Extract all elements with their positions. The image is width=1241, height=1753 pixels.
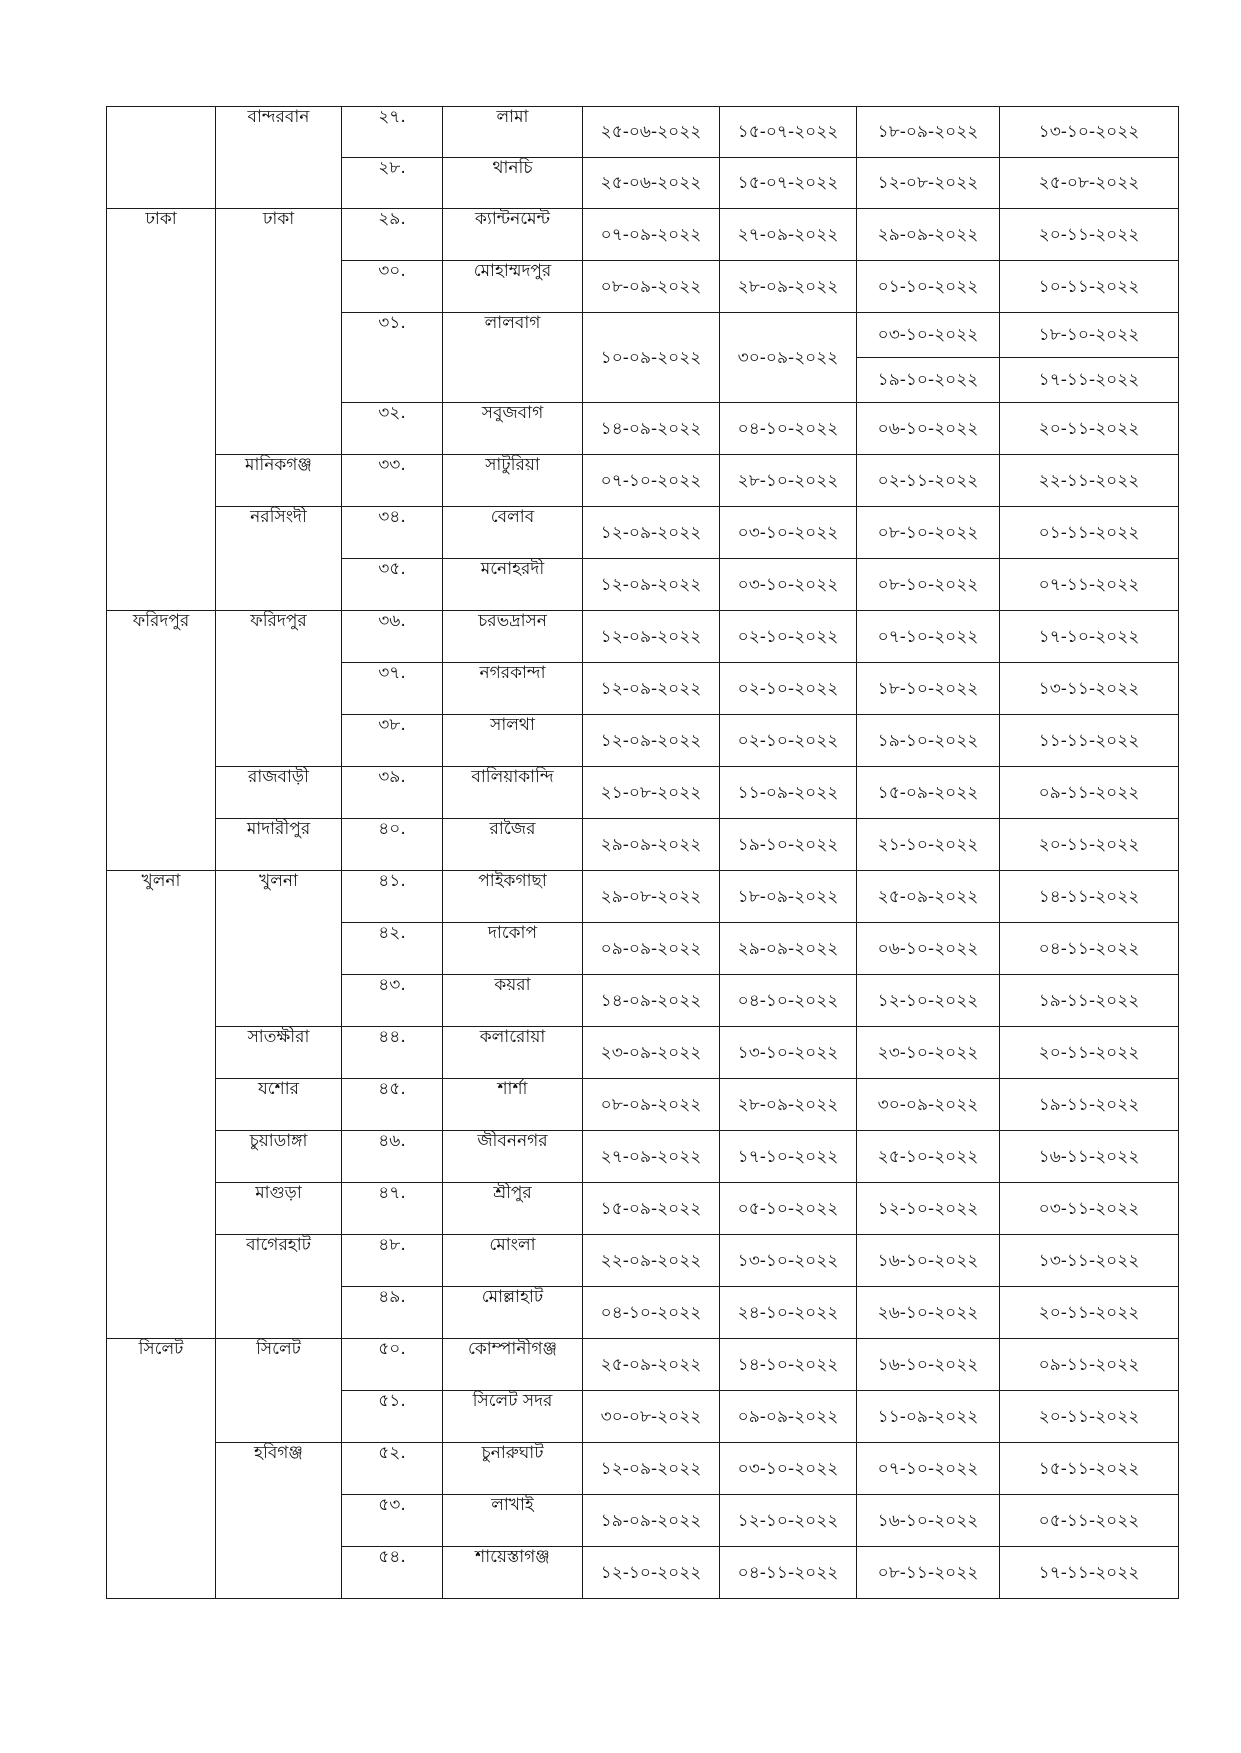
- serial-cell: ৪৩.: [342, 975, 443, 1027]
- date-cell: ০৭-১১-২০২২: [1000, 559, 1179, 611]
- date-cell: ২১-১০-২০২২: [857, 819, 1000, 871]
- date-cell: ১২-০৯-২০২২: [583, 715, 720, 767]
- date-cell: ২৯-০৯-২০২২: [720, 923, 857, 975]
- serial-cell: ৩৫.: [342, 559, 443, 611]
- date-cell: ১৪-১০-২০২২: [720, 1339, 857, 1391]
- district-cell: নরসিংদী: [216, 507, 342, 611]
- date-cell: ২৬-১০-২০২২: [857, 1287, 1000, 1339]
- date-cell: ১০-১১-২০২২: [1000, 261, 1179, 313]
- table-row: [107, 871, 1179, 923]
- date-cell: ১৫-০৯-২০২২: [583, 1183, 720, 1235]
- date-cell: ২০-১১-২০২২: [1000, 1027, 1179, 1079]
- date-cell: ১৩-১১-২০২২: [1000, 1235, 1179, 1287]
- date-cell: ০৫-১০-২০২২: [720, 1183, 857, 1235]
- date-cell: ০৪-১০-২০২২: [720, 975, 857, 1027]
- upazila-cell: সবুজবাগ: [443, 403, 583, 455]
- date-cell: ১৬-১০-২০২২: [857, 1495, 1000, 1547]
- date-cell: ০৬-১০-২০২২: [857, 923, 1000, 975]
- date-cell: ১৯-১০-২০২২: [857, 358, 1000, 403]
- district-cell: মানিকগঞ্জ: [216, 455, 342, 507]
- date-cell: ১৮-০৯-২০২২: [720, 871, 857, 923]
- upazila-cell: কোম্পানীগঞ্জ: [443, 1339, 583, 1391]
- date-cell: ১৭-১১-২০২২: [1000, 1547, 1179, 1599]
- upazila-cell: ক্যান্টনমেন্ট: [443, 209, 583, 261]
- date-cell: ২৫-০৬-২০২২: [583, 158, 720, 209]
- upazila-cell: শার্শা: [443, 1079, 583, 1131]
- date-cell: ১৭-১০-২০২২: [1000, 611, 1179, 663]
- date-cell: ০৪-১০-২০২২: [583, 1287, 720, 1339]
- serial-cell: ৩২.: [342, 403, 443, 455]
- date-cell: ০৩-১১-২০২২: [1000, 1183, 1179, 1235]
- serial-cell: ৪৯.: [342, 1287, 443, 1339]
- date-cell: ২১-০৮-২০২২: [583, 767, 720, 819]
- date-cell: ২৯-০৯-২০২২: [583, 819, 720, 871]
- division-cell: খুলনা: [107, 871, 216, 1339]
- upazila-cell: মোংলা: [443, 1235, 583, 1287]
- date-cell: ০৩-১০-২০২২: [857, 313, 1000, 358]
- date-cell: ০৮-০৯-২০২২: [583, 261, 720, 313]
- date-cell: ১৬-১০-২০২২: [857, 1235, 1000, 1287]
- date-cell: ০১-১১-২০২২: [1000, 507, 1179, 559]
- serial-cell: ৫২.: [342, 1443, 443, 1495]
- district-cell: যশোর: [216, 1079, 342, 1131]
- division-cell: সিলেট: [107, 1339, 216, 1599]
- table-row: [107, 507, 1179, 559]
- date-cell: ১১-০৯-২০২২: [857, 1391, 1000, 1443]
- date-cell: ১১-১১-২০২২: [1000, 715, 1179, 767]
- serial-cell: ৫৪.: [342, 1547, 443, 1599]
- date-cell: ০২-১০-২০২২: [720, 663, 857, 715]
- date-cell: ০৮-১১-২০২২: [857, 1547, 1000, 1599]
- date-cell: ১২-১০-২০২২: [583, 1547, 720, 1599]
- date-cell: ১২-১০-২০২২: [720, 1495, 857, 1547]
- date-cell: ২৫-০৯-২০২২: [583, 1339, 720, 1391]
- table-row: [107, 1339, 1179, 1391]
- date-cell: ০৮-১০-২০২২: [857, 507, 1000, 559]
- upazila-cell: মনোহরদী: [443, 559, 583, 611]
- date-cell: ১৬-১০-২০২২: [857, 1339, 1000, 1391]
- date-cell: ২৫-১০-২০২২: [857, 1131, 1000, 1183]
- date-cell: ২৭-০৯-২০২২: [720, 209, 857, 261]
- date-cell: ১৩-১০-২০২২: [1000, 107, 1179, 158]
- date-cell: ০৪-১০-২০২২: [720, 403, 857, 455]
- serial-cell: ২৯.: [342, 209, 443, 261]
- upazila-cell: শ্রীপুর: [443, 1183, 583, 1235]
- upazila-cell: রাজৈর: [443, 819, 583, 871]
- date-cell: ১৭-১১-২০২২: [1000, 358, 1179, 403]
- serial-cell: ৪৬.: [342, 1131, 443, 1183]
- date-cell: ৩০-০৯-২০২২: [857, 1079, 1000, 1131]
- upazila-cell: শায়েস্তাগঞ্জ: [443, 1547, 583, 1599]
- table-row: [107, 107, 1179, 158]
- table-row: [107, 1079, 1179, 1131]
- date-cell: ১১-০৯-২০২২: [720, 767, 857, 819]
- date-cell: ০৫-১১-২০২২: [1000, 1495, 1179, 1547]
- date-cell: ১২-০৯-২০২২: [583, 663, 720, 715]
- table-row: [107, 455, 1179, 507]
- date-cell: ৩০-০৮-২০২২: [583, 1391, 720, 1443]
- district-cell: সাতক্ষীরা: [216, 1027, 342, 1079]
- date-cell: ২৭-০৯-২০২২: [583, 1131, 720, 1183]
- date-cell: ১৬-১১-২০২২: [1000, 1131, 1179, 1183]
- serial-cell: ৪২.: [342, 923, 443, 975]
- table-body: [107, 107, 1179, 1599]
- serial-cell: ৫০.: [342, 1339, 443, 1391]
- division-cell: [107, 107, 216, 209]
- district-cell: মাগুড়া: [216, 1183, 342, 1235]
- date-cell: ২৫-০৮-২০২২: [1000, 158, 1179, 209]
- date-cell: ০৭-১০-২০২২: [857, 611, 1000, 663]
- upazila-cell: বেলাব: [443, 507, 583, 559]
- date-cell: ২৫-০৬-২০২২: [583, 107, 720, 158]
- upazila-cell: জীবননগর: [443, 1131, 583, 1183]
- table-row: [107, 1235, 1179, 1287]
- serial-cell: ৪০.: [342, 819, 443, 871]
- date-cell: ২৯-০৯-২০২২: [857, 209, 1000, 261]
- date-cell: ২০-১১-২০২২: [1000, 1391, 1179, 1443]
- date-cell: ০৩-১০-২০২২: [720, 1443, 857, 1495]
- date-cell: ০৮-১০-২০২২: [857, 559, 1000, 611]
- district-cell: বাগেরহাট: [216, 1235, 342, 1339]
- date-cell: ০৯-০৯-২০২২: [720, 1391, 857, 1443]
- upazila-cell: নগরকান্দা: [443, 663, 583, 715]
- date-cell: ১২-০৯-২০২২: [583, 1443, 720, 1495]
- date-cell: ১৪-১১-২০২২: [1000, 871, 1179, 923]
- date-cell: ১৫-১১-২০২২: [1000, 1443, 1179, 1495]
- serial-cell: ৪৭.: [342, 1183, 443, 1235]
- date-cell: ১৯-১০-২০২২: [720, 819, 857, 871]
- date-cell: ১৪-০৯-২০২২: [583, 403, 720, 455]
- district-cell: খুলনা: [216, 871, 342, 1027]
- date-cell: ২০-১১-২০২২: [1000, 209, 1179, 261]
- date-cell: ১৯-১১-২০২২: [1000, 1079, 1179, 1131]
- date-cell: ১৭-১০-২০২২: [720, 1131, 857, 1183]
- date-cell: ১৯-১১-২০২২: [1000, 975, 1179, 1027]
- date-cell: ০২-১০-২০২২: [720, 611, 857, 663]
- date-cell: ১৮-১০-২০২২: [1000, 313, 1179, 358]
- serial-cell: ৪৪.: [342, 1027, 443, 1079]
- serial-cell: ৩৯.: [342, 767, 443, 819]
- upazila-cell: কয়রা: [443, 975, 583, 1027]
- upazila-cell: সাটুরিয়া: [443, 455, 583, 507]
- date-cell: ২৩-১০-২০২২: [857, 1027, 1000, 1079]
- upazila-cell: দাকোপ: [443, 923, 583, 975]
- date-cell: ১২-০৯-২০২২: [583, 507, 720, 559]
- serial-cell: ৩৬.: [342, 611, 443, 663]
- date-cell: ১২-০৯-২০২২: [583, 611, 720, 663]
- date-cell: ২০-১১-২০২২: [1000, 819, 1179, 871]
- table-row: [107, 1183, 1179, 1235]
- table-row: [107, 1131, 1179, 1183]
- upazila-cell: মোহাম্মদপুর: [443, 261, 583, 313]
- table-row: [107, 1027, 1179, 1079]
- date-cell: ০৬-১০-২০২২: [857, 403, 1000, 455]
- schedule-table: [106, 106, 1179, 1599]
- date-cell: ০৭-১০-২০২২: [857, 1443, 1000, 1495]
- serial-cell: ৫১.: [342, 1391, 443, 1443]
- district-cell: বান্দরবান: [216, 107, 342, 209]
- date-cell: ১২-১০-২০২২: [857, 975, 1000, 1027]
- date-cell: ০৩-১০-২০২২: [720, 507, 857, 559]
- date-cell: ২৪-১০-২০২২: [720, 1287, 857, 1339]
- date-cell: ০৪-১১-২০২২: [720, 1547, 857, 1599]
- date-cell: ০৯-১১-২০২২: [1000, 1339, 1179, 1391]
- upazila-cell: মোল্লাহাট: [443, 1287, 583, 1339]
- upazila-cell: লাখাই: [443, 1495, 583, 1547]
- date-cell: ১০-০৯-২০২২: [583, 313, 720, 403]
- date-cell: ১৯-১০-২০২২: [857, 715, 1000, 767]
- date-cell: ২৮-১০-২০২২: [720, 455, 857, 507]
- serial-cell: ২৮.: [342, 158, 443, 209]
- date-cell: ০৩-১০-২০২২: [720, 559, 857, 611]
- table-row: [107, 767, 1179, 819]
- date-cell: ২৫-০৯-২০২২: [857, 871, 1000, 923]
- upazila-cell: থানচি: [443, 158, 583, 209]
- date-cell: ১৩-১০-২০২২: [720, 1027, 857, 1079]
- date-cell: ১৩-১১-২০২২: [1000, 663, 1179, 715]
- date-cell: ০৯-০৯-২০২২: [583, 923, 720, 975]
- date-cell: ১২-০৯-২০২২: [583, 559, 720, 611]
- date-cell: ১৪-০৯-২০২২: [583, 975, 720, 1027]
- date-cell: ১৯-০৯-২০২২: [583, 1495, 720, 1547]
- serial-cell: ৩১.: [342, 313, 443, 403]
- upazila-cell: সালথা: [443, 715, 583, 767]
- serial-cell: ৩৭.: [342, 663, 443, 715]
- date-cell: ২২-০৯-২০২২: [583, 1235, 720, 1287]
- serial-cell: ৫৩.: [342, 1495, 443, 1547]
- district-cell: চুয়াডাঙ্গা: [216, 1131, 342, 1183]
- table-row: [107, 611, 1179, 663]
- date-cell: ০২-১১-২০২২: [857, 455, 1000, 507]
- serial-cell: ৪৮.: [342, 1235, 443, 1287]
- district-cell: রাজবাড়ী: [216, 767, 342, 819]
- district-cell: ঢাকা: [216, 209, 342, 455]
- date-cell: ০৭-১০-২০২২: [583, 455, 720, 507]
- date-cell: ১৮-১০-২০২২: [857, 663, 1000, 715]
- date-cell: ২২-১১-২০২২: [1000, 455, 1179, 507]
- date-cell: ২৮-০৯-২০২২: [720, 1079, 857, 1131]
- district-cell: হবিগঞ্জ: [216, 1443, 342, 1599]
- date-cell: ২০-১১-২০২২: [1000, 1287, 1179, 1339]
- serial-cell: ৩০.: [342, 261, 443, 313]
- date-cell: ১৫-০৭-২০২২: [720, 158, 857, 209]
- serial-cell: ৩৩.: [342, 455, 443, 507]
- table-row: [107, 819, 1179, 871]
- serial-cell: ২৭.: [342, 107, 443, 158]
- serial-cell: ৩৪.: [342, 507, 443, 559]
- date-cell: ০৪-১১-২০২২: [1000, 923, 1179, 975]
- date-cell: ০২-১০-২০২২: [720, 715, 857, 767]
- district-cell: ফরিদপুর: [216, 611, 342, 767]
- date-cell: ১২-০৮-২০২২: [857, 158, 1000, 209]
- date-cell: ৩০-০৯-২০২২: [720, 313, 857, 403]
- date-cell: ১২-১০-২০২২: [857, 1183, 1000, 1235]
- upazila-cell: পাইকগাছা: [443, 871, 583, 923]
- upazila-cell: চুনারুঘাট: [443, 1443, 583, 1495]
- date-cell: ০১-১০-২০২২: [857, 261, 1000, 313]
- upazila-cell: লামা: [443, 107, 583, 158]
- serial-cell: ৪৫.: [342, 1079, 443, 1131]
- date-cell: ২৮-০৯-২০২২: [720, 261, 857, 313]
- upazila-cell: কলারোয়া: [443, 1027, 583, 1079]
- date-cell: ১৩-১০-২০২২: [720, 1235, 857, 1287]
- division-cell: ফরিদপুর: [107, 611, 216, 871]
- upazila-cell: সিলেট সদর: [443, 1391, 583, 1443]
- date-cell: ১৫-০৭-২০২২: [720, 107, 857, 158]
- division-cell: ঢাকা: [107, 209, 216, 611]
- date-cell: ০৯-১১-২০২২: [1000, 767, 1179, 819]
- date-cell: ২৯-০৮-২০২২: [583, 871, 720, 923]
- serial-cell: ৪১.: [342, 871, 443, 923]
- date-cell: ০৮-০৯-২০২২: [583, 1079, 720, 1131]
- upazila-cell: লালবাগ: [443, 313, 583, 403]
- district-cell: সিলেট: [216, 1339, 342, 1443]
- date-cell: ১৮-০৯-২০২২: [857, 107, 1000, 158]
- date-cell: ২০-১১-২০২২: [1000, 403, 1179, 455]
- table-row: [107, 209, 1179, 261]
- upazila-cell: চরভদ্রাসন: [443, 611, 583, 663]
- district-cell: মাদারীপুর: [216, 819, 342, 871]
- date-cell: ০৭-০৯-২০২২: [583, 209, 720, 261]
- upazila-cell: বালিয়াকান্দি: [443, 767, 583, 819]
- serial-cell: ৩৮.: [342, 715, 443, 767]
- table-row: [107, 1443, 1179, 1495]
- date-cell: ২৩-০৯-২০২২: [583, 1027, 720, 1079]
- date-cell: ১৫-০৯-২০২২: [857, 767, 1000, 819]
